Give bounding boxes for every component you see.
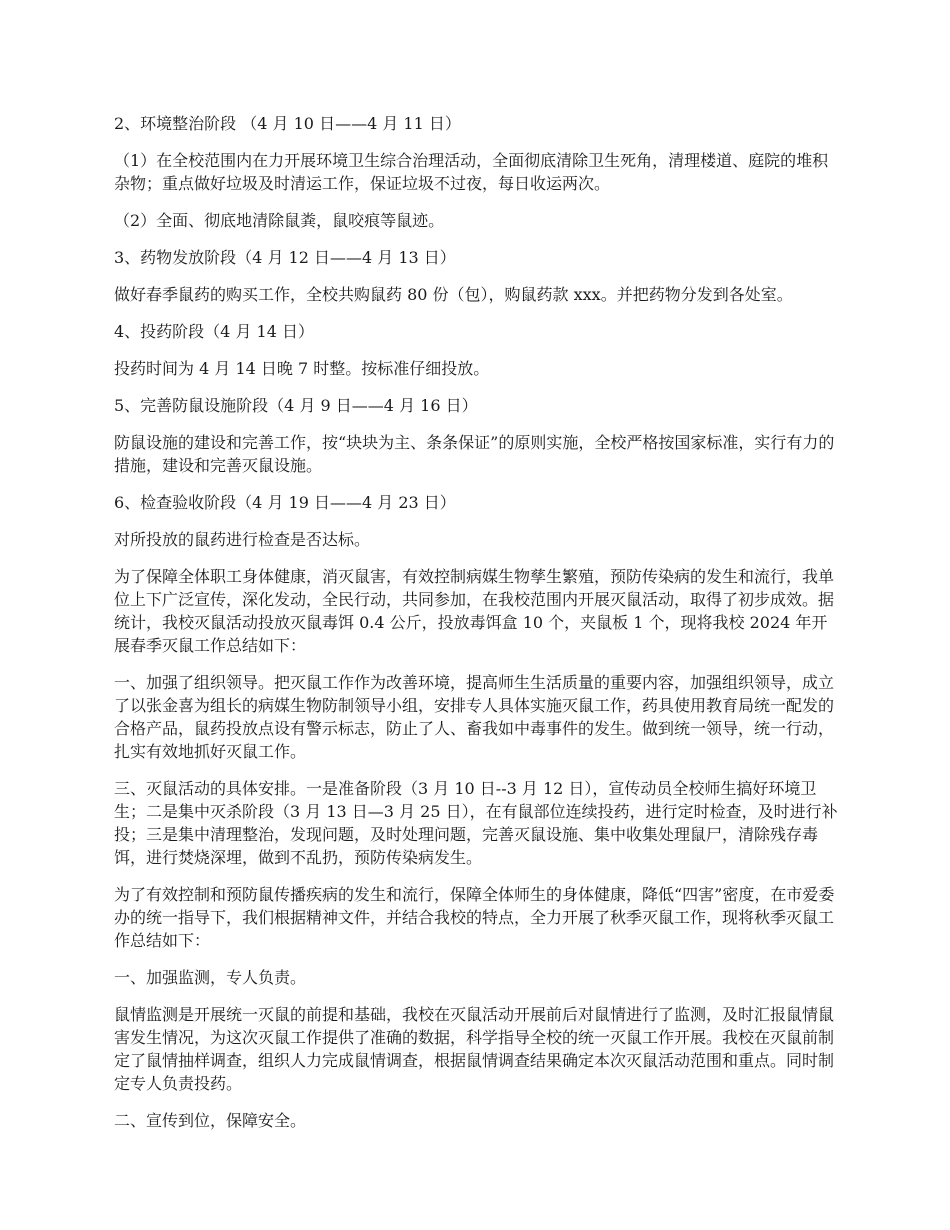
paragraph-environment-item-2: （2）全面、彻底地清除鼠粪，鼠咬痕等鼠迹。 (114, 211, 445, 230)
section-heading-facilities: 5、完善防鼠设施阶段（4 月 9 日——4 月 16 日） (114, 396, 478, 415)
paragraph-distribution: 做好春季鼠药的购买工作，全校共购鼠药 80 份（包），购鼠药款 xxx。并把药物分发到各处室。 (114, 285, 793, 304)
section-heading-environment: 2、环境整治阶段 （4 月 10 日——4 月 11 日） (114, 114, 461, 133)
paragraph-organization-leadership: 一、加强了组织领导。把灭鼠工作作为改善环境，提高师生生活质量的重要内容，加强组织领导，成立了以张金喜为组长的病媒生物防制领导小组，安排专人具体实施灭鼠工作，药具使用教育局统一配发的合格产品，鼠药投放点设有警示标志，防止了人、畜我如中毒事件的发生。做到统一领导，统一行动，扎实有效地抓好灭鼠工作。 (114, 673, 835, 761)
paragraph-environment-item-1: （1）在全校范围内在力开展环境卫生综合治理活动，全面彻底清除卫生死角，清理楼道、庭院的堆积杂物；重点做好垃圾及时清运工作，保证垃圾不过夜，每日收运两次。 (114, 151, 829, 193)
paragraph-autumn-summary-intro: 为了有效控制和预防鼠传播疾病的发生和流行，保障全体师生的身体健康，降低“四害”密度，在市爱委办的统一指导下，我们根据精神文件，并结合我校的特点，全力开展了秋季灭鼠工作，现将秋季灭鼠工作总结如下： (114, 885, 835, 950)
paragraph-specific-arrangements: 三、灭鼠活动的具体安排。一是准备阶段（3 月 10 日--3 月 12 日），宣传动员全校师生搞好环境卫生；二是集中灭杀阶段（3 月 13 日—3 月 25 日），在有鼠部位连续投药，进行定时检查，及时进行补投；三是集中清理整治，发现问题，及时处理问题，完善灭鼠设施、集中收集处理鼠尸，清除残存毒饵，进行焚烧深埋，做到不乱扔，预防传染病发生。 (114, 779, 838, 867)
paragraph-spring-summary-intro: 为了保障全体职工身体健康，消灭鼠害，有效控制病媒生物孳生繁殖，预防传染病的发生和流行，我单位上下广泛宣传，深化发动，全民行动，共同参加，在我校范围内开展灭鼠活动，取得了初步成效。据统计，我校灭鼠活动投放灭鼠毒饵 0.4 公斤，投放毒饵盒 10 个，夹鼠板 1 个，现将我校 2024 年开展春季灭鼠工作总结如下： (114, 567, 835, 655)
paragraph-baiting: 投药时间为 4 月 14 日晚 7 时整。按标准仔细投放。 (114, 359, 490, 378)
section-heading-baiting: 4、投药阶段（4 月 14 日） (114, 322, 314, 341)
section-heading-inspection: 6、检查验收阶段（4 月 19 日——4 月 23 日） (114, 493, 456, 512)
section-heading-publicity: 二、宣传到位，保障安全。 (114, 1111, 307, 1130)
paragraph-monitoring: 鼠情监测是开展统一灭鼠的前提和基础，我校在灭鼠活动开展前后对鼠情进行了监测，及时汇报鼠情鼠害发生情况，为这次灭鼠工作提供了准确的数据，科学指导全校的统一灭鼠工作开展。我校在灭鼠前制定了鼠情抽样调查，组织人力完成鼠情调查，根据鼠情调查结果确定本次灭鼠活动范围和重点。同时制定专人负责投药。 (114, 1005, 835, 1093)
section-heading-monitoring: 一、加强监测，专人负责。 (114, 968, 307, 987)
paragraph-facilities: 防鼠设施的建设和完善工作，按“块块为主、条条保证”的原则实施，全校严格按国家标准，实行有力的措施，建设和完善灭鼠设施。 (114, 433, 835, 475)
section-heading-distribution: 3、药物发放阶段（4 月 12 日——4 月 13 日） (114, 248, 456, 267)
paragraph-inspection: 对所投放的鼠药进行检查是否达标。 (114, 530, 371, 549)
